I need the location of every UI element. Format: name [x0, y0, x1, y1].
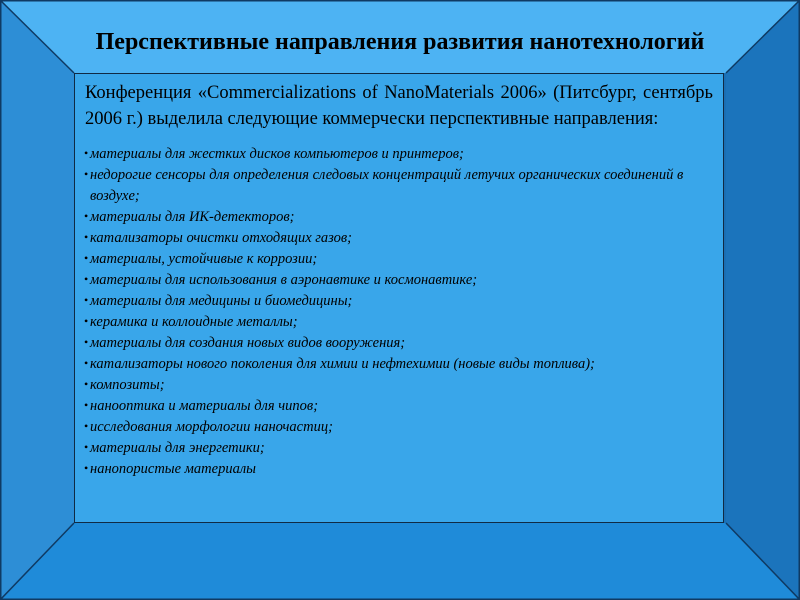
list-item: • катализаторы нового поколения для химии и нефтехимии (новые виды топлива);	[85, 354, 713, 375]
frame-left-bevel	[0, 0, 74, 600]
slide-title: Перспективные направления развития нанотехнологий	[95, 29, 705, 55]
list-item: • материалы для создания новых видов вооружения;	[85, 333, 713, 354]
content-panel	[74, 73, 724, 523]
bullet-icon: •	[84, 146, 89, 160]
list-item: • материалы для медицины и биомедицины;	[85, 291, 713, 312]
list-item: • материалы для ИК-детекторов;	[85, 207, 713, 228]
list-item: • нанооптика и материалы для чипов;	[85, 396, 713, 417]
bullet-icon: •	[84, 419, 89, 433]
frame-bottom-bevel	[0, 523, 800, 600]
frame-right-bevel	[726, 0, 800, 600]
list-item: • материалы для использования в аэронавтике и космонавтике;	[85, 270, 713, 291]
bullet-icon: •	[84, 398, 89, 412]
list-item: • керамика и коллоидные металлы;	[85, 312, 713, 333]
list-item: • композиты;	[85, 375, 713, 396]
list-item: • нанопористые материалы	[85, 459, 713, 480]
list-item: • катализаторы очистки отходящих газов;	[85, 228, 713, 249]
bullet-icon: •	[84, 335, 89, 349]
list-item: • недорогие сенсоры для определения следовых концентраций летучих органических соединений в воздухе;	[85, 165, 713, 207]
bullet-icon: •	[84, 251, 89, 265]
bullet-icon: •	[84, 230, 89, 244]
list-item: • исследования морфологии наночастиц;	[85, 417, 713, 438]
bullet-icon: •	[84, 209, 89, 223]
bullet-icon: •	[84, 377, 89, 391]
list-item: • материалы, устойчивые к коррозии;	[85, 249, 713, 270]
bullet-icon: •	[84, 356, 89, 370]
bullet-icon: •	[84, 167, 89, 181]
bullet-icon: •	[84, 314, 89, 328]
intro-paragraph: Конференция «Commercializations of NanoMaterials 2006» (Питсбург, сентябрь 2006 г.) выделила следующие коммерчески перспективные направления:	[85, 83, 713, 129]
list-item: • материалы для жестких дисков компьютеров и принтеров;	[85, 144, 713, 165]
bullet-icon: •	[84, 461, 89, 475]
list-item: • материалы для энергетики;	[85, 438, 713, 459]
directions-list	[85, 144, 713, 480]
bullet-icon: •	[84, 440, 89, 454]
bullet-icon: •	[84, 293, 89, 307]
bullet-icon: •	[84, 272, 89, 286]
